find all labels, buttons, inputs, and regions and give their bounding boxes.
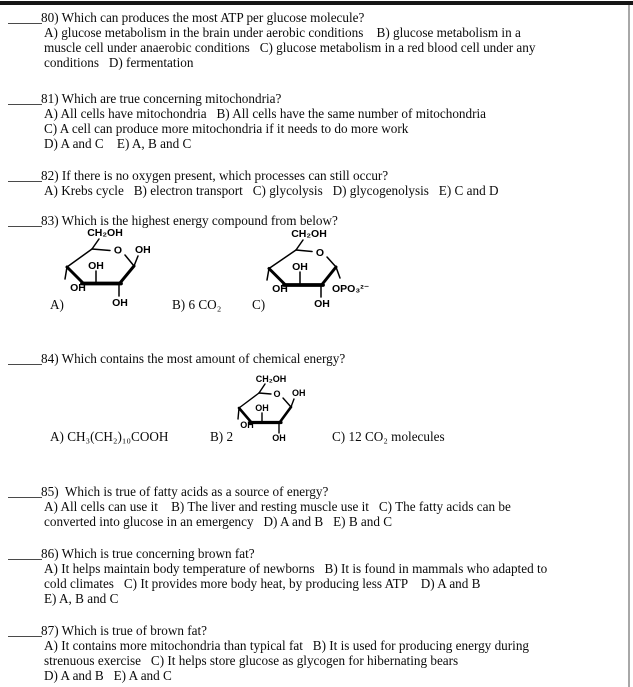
q82-options-line1: A) Krebs cycle B) electron transport C) glycolysis D) glycogenolysis E) C and D (44, 183, 499, 198)
page-right-border (628, 5, 630, 687)
q80-prompt: 80) Which can produces the most ATP per glucose molecule? (41, 10, 365, 25)
q80-options-line2: muscle cell under anaerobic conditions C) glucose metabolism in a red blood cell under any (44, 40, 536, 55)
c1-oh-label: OH (135, 244, 151, 256)
ring-o-label: O (113, 244, 123, 257)
q86-options-line1: A) It helps maintain body temperature of newborns B) It is found in mammals who adapted to (44, 561, 548, 576)
bottom-oh-label: OH (112, 297, 128, 309)
left-oh-label: OH (240, 420, 254, 430)
bottom-oh-label: OH (314, 298, 330, 310)
answer-blank-q87[interactable] (8, 636, 42, 637)
phosphate-label: OPO₃²⁻ (332, 283, 370, 295)
bottom-oh-label: OH (272, 433, 286, 443)
q81-options-line1: A) All cells have mitochondria B) All cells have the same number of mitochondria (44, 106, 487, 121)
q86-prompt: 86) Which is true concerning brown fat? (41, 546, 255, 561)
q83-answer-c: C) (252, 297, 266, 312)
q84-answer-a: A) CH₃(CH₂)₁₀COOH (50, 429, 169, 444)
glucose-structure-option-a (56, 222, 166, 314)
q83-prompt: 83) Which is the highest energy compound from below? (41, 213, 338, 228)
ring-o-label: O (273, 389, 281, 399)
ch2oh-label: CH₂OH (87, 227, 123, 239)
answer-blank-q82[interactable] (8, 181, 42, 182)
inner-oh-label: OH (292, 261, 308, 273)
left-oh-label: OH (70, 282, 86, 294)
q80-options-line1: A) glucose metabolism in the brain under aerobic conditions B) glucose metabolism in a (44, 25, 521, 40)
q81-options-line3: D) A and C E) A, B and C (44, 136, 192, 151)
page-top-border (0, 1, 633, 5)
inner-oh-label: OH (88, 260, 104, 272)
answer-blank-q84[interactable] (8, 364, 42, 365)
answer-blank-q83[interactable] (8, 226, 42, 227)
answer-blank-q86[interactable] (8, 559, 42, 560)
q87-options-line2: strenuous exercise C) It helps store glucose as glycogen for hibernating bears (44, 653, 459, 668)
answer-blank-q85[interactable] (8, 497, 42, 498)
glucose-phosphate-structure-option-c (260, 222, 380, 314)
q84-answer-c: C) 12 CO₂ molecules (332, 429, 445, 444)
q85-options-line2: converted into glucose in an emergency D) A and B E) B and C (44, 514, 393, 529)
answer-blank-q80[interactable] (8, 23, 42, 24)
inner-oh-label: OH (255, 403, 269, 413)
q81-options-line2: C) A cell can produce more mitochondria if it needs to do more work (44, 121, 409, 136)
q85-options-line1: A) All cells can use it B) The liver and resting muscle use it C) The fatty acids can be (44, 499, 511, 514)
glucose-structure-option-b (230, 369, 320, 447)
q87-options-line1: A) It contains more mitochondria than typical fat B) It is used for producing energy during (44, 638, 530, 653)
ch2oh-label: CH₂OH (291, 228, 327, 240)
q83-answer-b: B) 6 CO₂ (172, 297, 222, 312)
c1-oh-label: OH (292, 388, 306, 398)
q82-prompt: 82) If there is no oxygen present, which processes can still occur? (41, 168, 389, 183)
left-oh-label: OH (272, 283, 288, 295)
q87-prompt: 87) Which is true of brown fat? (41, 623, 208, 638)
ring-o-label: O (315, 247, 325, 259)
ch2oh-label: CH₂OH (255, 374, 287, 384)
q84-prompt: 84) Which contains the most amount of chemical energy? (41, 351, 346, 366)
q83-answer-a: A) (50, 297, 64, 312)
q87-options-line3: D) A and B E) A and C (44, 668, 172, 683)
q86-options-line3: E) A, B and C (44, 591, 119, 606)
q80-options-line3: conditions D) fermentation (44, 55, 194, 70)
q84-answer-b: B) 2 (210, 429, 234, 444)
answer-blank-q81[interactable] (8, 104, 42, 105)
q85-prompt: 85) Which is true of fatty acids as a source of energy? (41, 484, 329, 499)
q81-prompt: 81) Which are true concerning mitochondria? (41, 91, 282, 106)
q86-options-line2: cold climates C) It provides more body heat, by producing less ATP D) A and B (44, 576, 481, 591)
